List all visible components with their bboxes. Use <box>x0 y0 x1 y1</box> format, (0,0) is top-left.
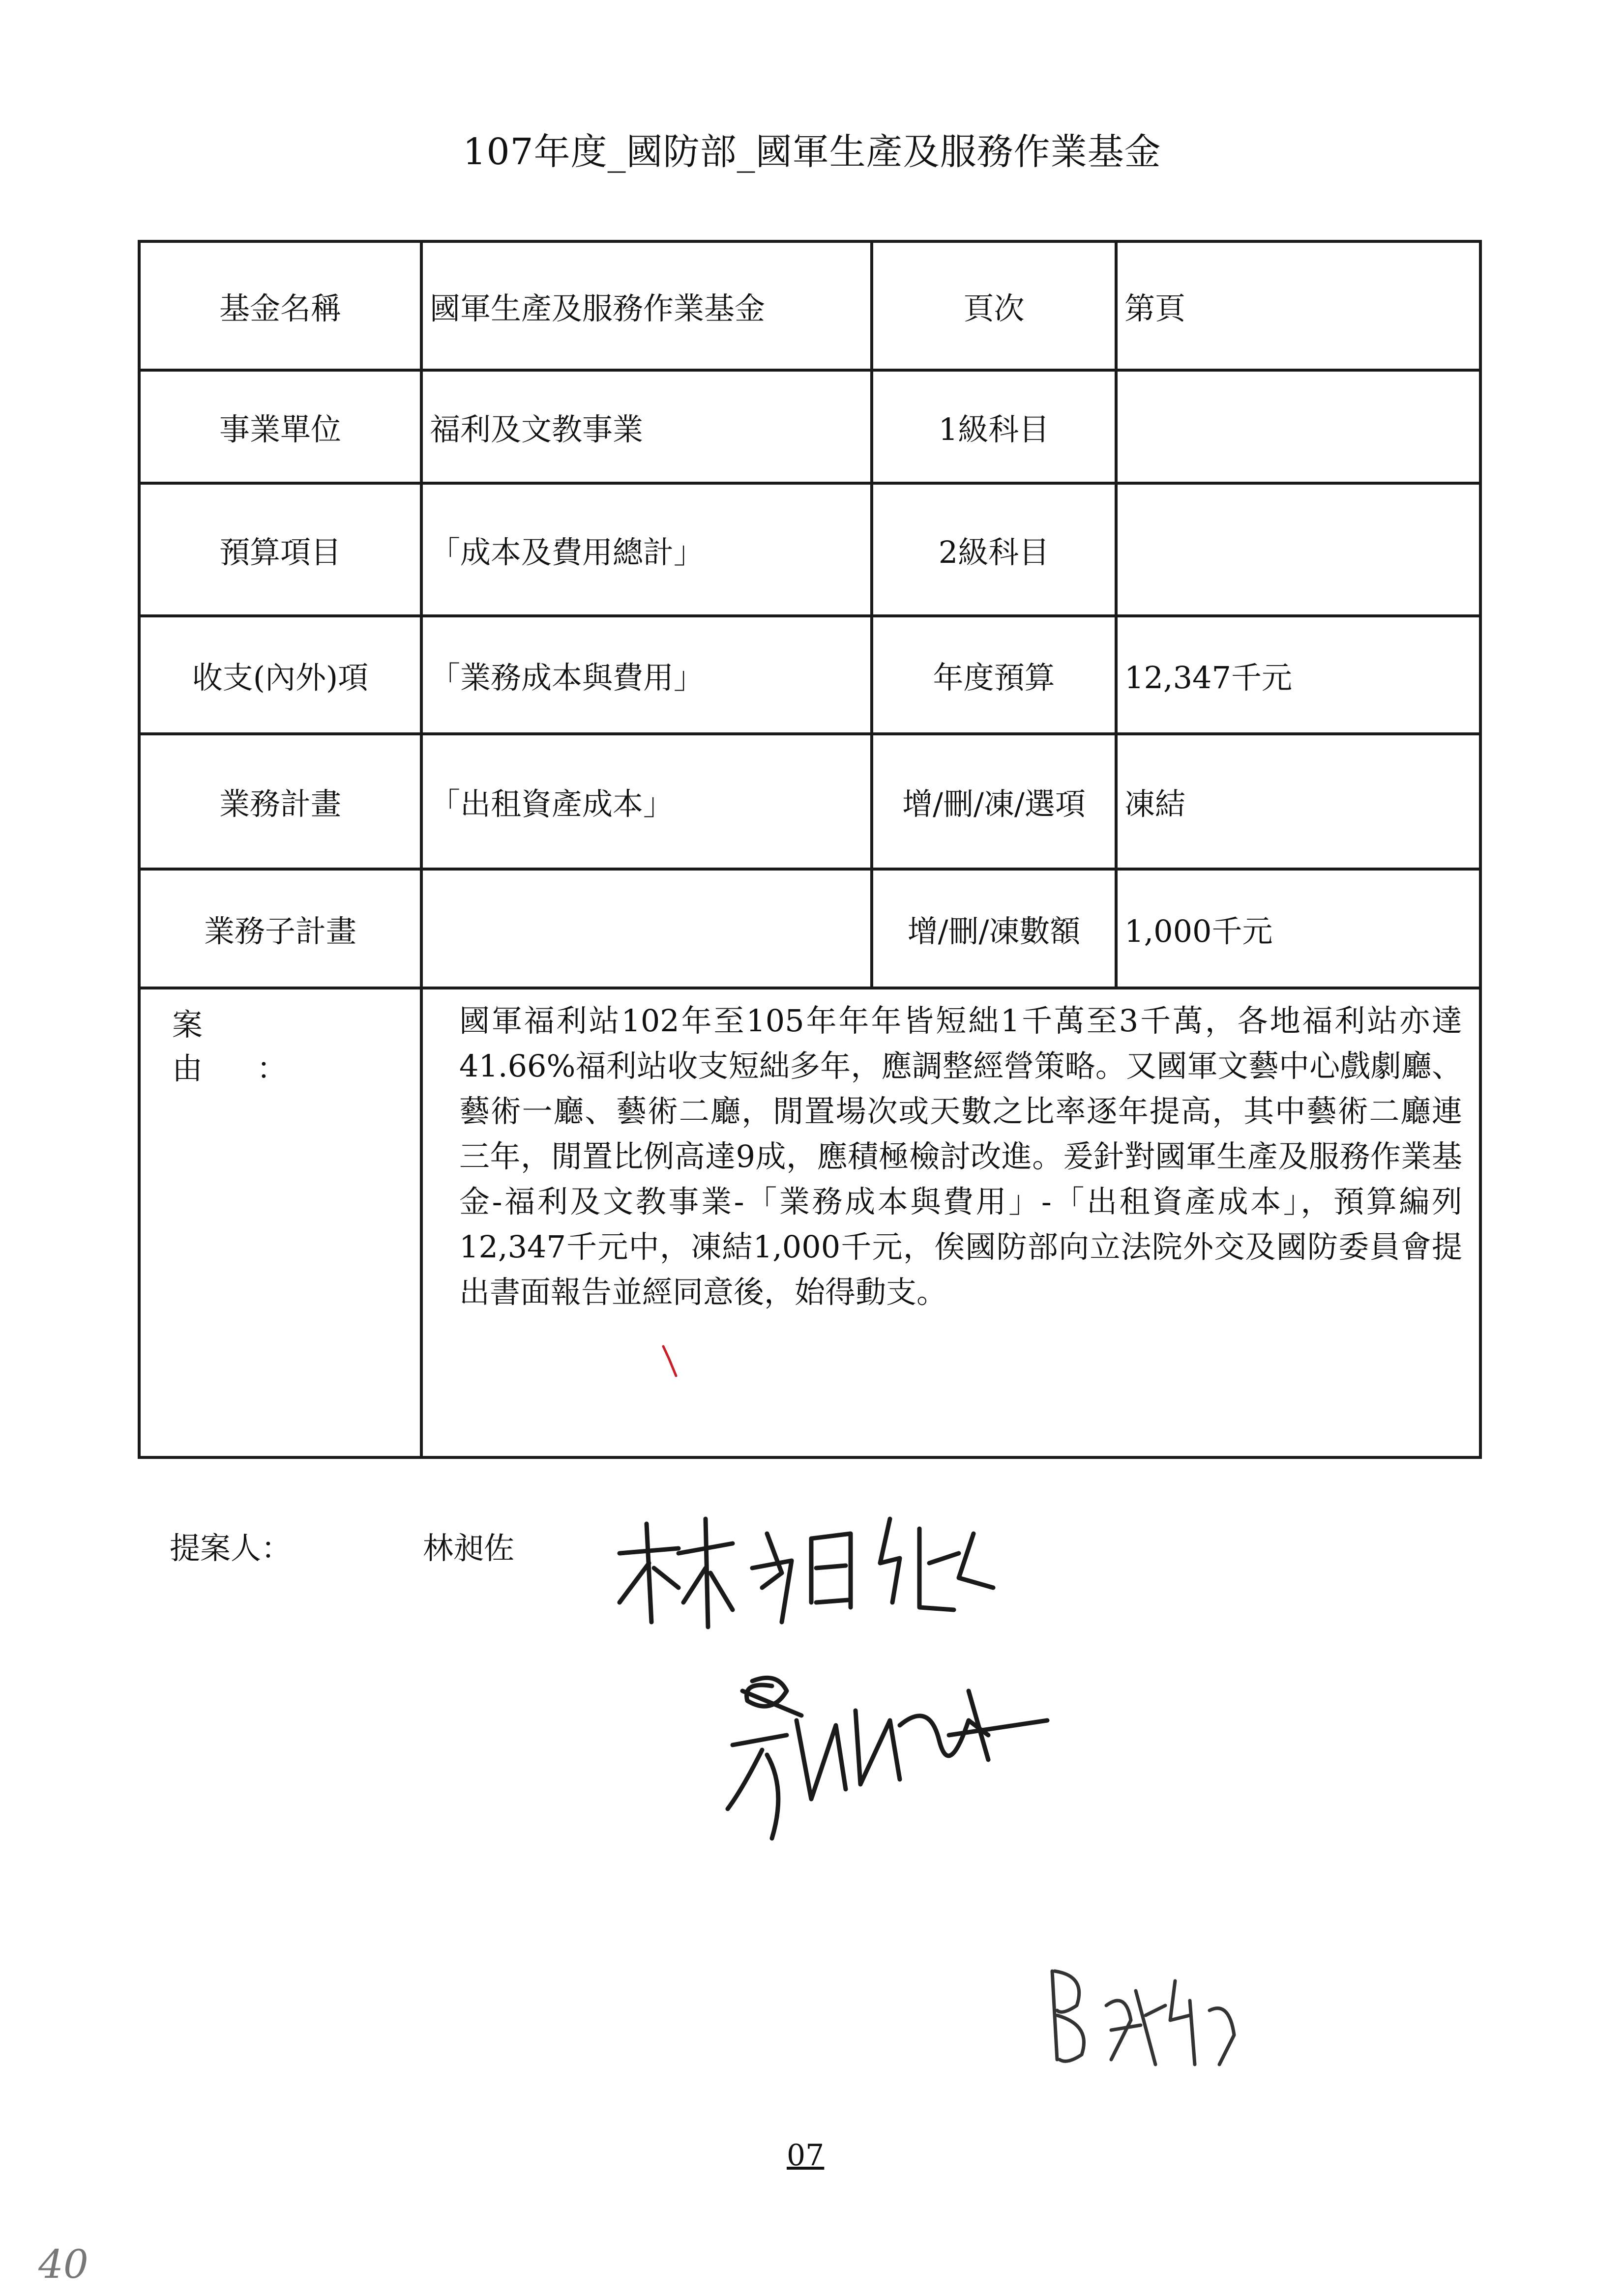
level2-subject-label: 2級科目 <box>872 483 1116 616</box>
page-ref-label: 頁次 <box>872 241 1116 370</box>
fund-name-label: 基金名稱 <box>139 241 421 370</box>
business-plan-value: 「出租資產成本」 <box>421 734 872 869</box>
margin-note: 40 <box>38 2241 89 2287</box>
level2-subject-value <box>1116 483 1480 616</box>
page-number: 07 <box>787 2138 825 2173</box>
budget-item-value: 「成本及費用總計」 <box>421 483 872 616</box>
income-expense-label: 收支(內外)項 <box>139 616 421 734</box>
page-title: 107年度_國防部_國軍生產及服務作業基金 <box>463 131 1161 173</box>
annual-budget-value: 12,347千元 <box>1116 616 1480 734</box>
level1-subject-value <box>1116 370 1480 483</box>
proposer-label: 提案人： <box>170 1530 292 1566</box>
handwritten-signature-2 <box>713 1661 1057 1848</box>
income-expense-value: 「業務成本與費用」 <box>421 616 872 734</box>
reason-text: 國軍福利站102年至105年年年皆短絀1千萬至3千萬，各地福利站亦達41.66%福利站收支短絀多年，應調整經營策略。又國軍文藝中心戲劇廳、藝術一廳、藝術二廳，閒置場次或天數之比率逐年提高，其中藝術二廳連三年，閒置比例高達9成，應積極檢討改進。爰針對國軍生產及服務作業基金-福利及文教事業-「業務成本與費用」-「出租資產成本」，預算編列12,347千元中，凍結1,000千元，俟國防部向立法院外交及國防委員會提出書面報告並經同意後，始得動支。 <box>459 1003 1462 1310</box>
action-amount-label: 增/刪/凍數額 <box>872 869 1116 988</box>
row-business-subplan <box>139 869 1480 988</box>
business-plan-label: 業務計畫 <box>139 734 421 869</box>
row-business-plan <box>139 734 1480 869</box>
handwritten-signature-3 <box>1042 1961 1249 2074</box>
handwritten-signature-1 <box>605 1504 1047 1632</box>
page-ref-value: 第頁 <box>1116 241 1480 370</box>
red-pen-mark <box>661 1344 681 1379</box>
business-unit-value: 福利及文教事業 <box>421 370 872 483</box>
row-business-unit <box>139 370 1480 483</box>
business-unit-label: 事業單位 <box>139 370 421 483</box>
budget-item-label: 預算項目 <box>139 483 421 616</box>
action-amount-value: 1,000千元 <box>1116 869 1480 988</box>
fund-name-value: 國軍生產及服務作業基金 <box>421 241 872 370</box>
proposal-form-table <box>138 240 1482 1459</box>
reason-label: 案由： <box>172 1007 342 1086</box>
level1-subject-label: 1級科目 <box>872 370 1116 483</box>
reason-text-cell <box>421 988 1480 1457</box>
row-fund-name <box>139 241 1480 370</box>
business-subplan-value <box>421 869 872 988</box>
row-income-expense <box>139 616 1480 734</box>
business-subplan-label: 業務子計畫 <box>139 869 421 988</box>
action-option-value: 凍結 <box>1116 734 1480 869</box>
row-reason <box>139 988 1480 1457</box>
proposer-name: 林昶佐 <box>423 1530 515 1566</box>
annual-budget-label: 年度預算 <box>872 616 1116 734</box>
action-option-label: 增/刪/凍/選項 <box>872 734 1116 869</box>
row-budget-item <box>139 483 1480 616</box>
reason-label-cell <box>139 988 421 1457</box>
